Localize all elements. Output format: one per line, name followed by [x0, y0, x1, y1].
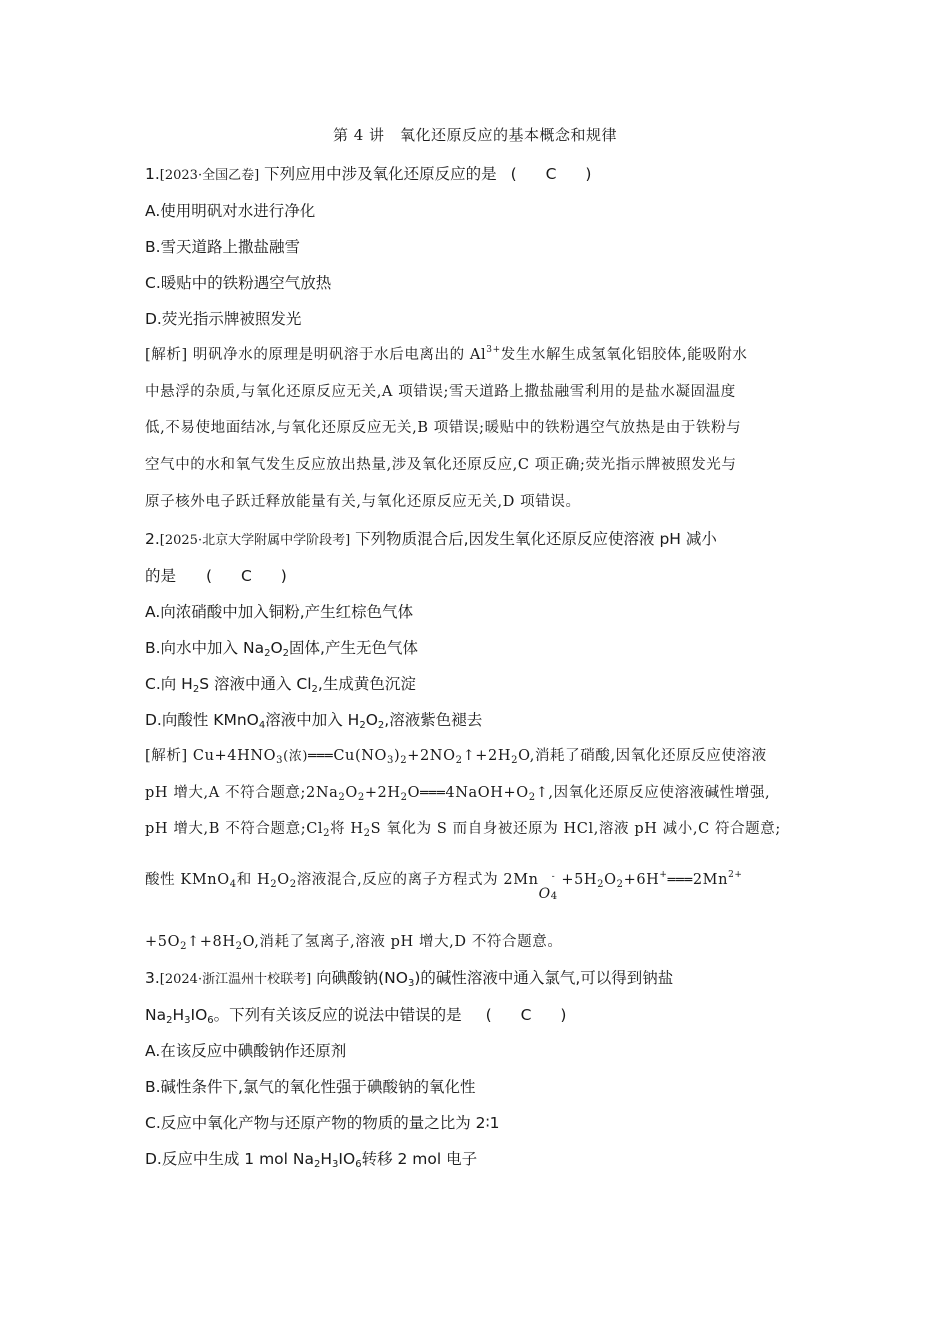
q2-source: [2025·北京大学附属中学阶段考]: [159, 533, 351, 548]
q2-option-c: C.向 $H_2S$ 溶液中通入 $Cl_2$,生成黄色沉淀: [145, 675, 416, 695]
q2-explanation-line-1: [解析] $Cu+4HNO_3$(浓)$═══Cu(NO_3)_2+2NO_2↑+2H_2O$,消耗了硝酸,因氧化还原反应使溶液: [145, 748, 767, 766]
q2-option-d: D.向酸性 KMnO$_4$溶液中加入 $H_2O_2$,溶液紫色褪去: [145, 711, 483, 731]
q1-explanation-line-4: 空气中的水和氧气发生反应放出热量,涉及氧化还原反应,C 项正确;荧光指示牌被照发光与: [145, 457, 737, 473]
q2-answer: ( C ): [206, 567, 299, 585]
q1-answer: ( C ): [510, 165, 604, 183]
q3-option-d: D.反应中生成 1 mol $Na_2H_3IO_6$转移 2 mol 电子: [145, 1150, 478, 1170]
q1-option-d: D.荧光指示牌被照发光: [145, 310, 302, 328]
q2-explanation-line-4: 酸性 KMnO$_4$和 $H_2O_2$溶液混合,反应的离子方程式为 $2MnO_4^- +5H_2O_2+6H^+═══2Mn^{2+}$: [145, 870, 743, 902]
q1-explanation-line-2: 中悬浮的杂质,与氧化还原反应无关,A 项错误;雪天道路上撒盐融雪利用的是盐水凝固温度: [145, 384, 736, 400]
q1-option-c: C.暖贴中的铁粉遇空气放热: [145, 274, 332, 292]
q3-answer: ( C ): [485, 1006, 579, 1024]
q2-explanation-line-2: pH 增大,A 不符合题意$;2Na_2O_2+2H_2O═══4NaOH+O_2↑$,因氧化还原反应使溶液碱性增强,: [145, 785, 771, 803]
q3-option-b: B.碱性条件下,氯气的氧化性强于碘酸钠的氧化性: [145, 1078, 476, 1096]
page-title: 第 4 讲 氧化还原反应的基本概念和规律: [332, 126, 618, 144]
q2-stem-line-2: 的是 ( C ): [145, 567, 299, 585]
q3-option-a: A.在该反应中碘酸钠作还原剂: [145, 1042, 347, 1060]
q2-explanation-line-3: pH 增大,B 不符合题意$;Cl_2$将 $H_2S$ 氧化为 S 而自身被还原为 HCl,溶液 pH 减小,C 符合题意;: [145, 821, 781, 839]
permanganate-ion-o: O: [538, 886, 551, 902]
q1-explanation-line-1: [解析] 明矾净水的原理是明矾溶于水后电离出的 $Al^{3+}$发生水解生成氢氧化铝胶体,能吸附水: [145, 345, 748, 363]
q3-stem-line-2: $Na_2H_3IO_6$。下列有关该反应的说法中错误的是 ( C ): [145, 1006, 579, 1026]
q2-option-a: A.向浓硝酸中加入铜粉,产生红棕色气体: [145, 603, 414, 621]
q3-option-c: C.反应中氧化产物与还原产物的物质的量之比为 2∶1: [145, 1114, 500, 1132]
q3-stem-line-1: 3.[2024·浙江温州十校联考] 向碘酸钠$(NO_3)$的碱性溶液中通入氯气,可以得到钠盐: [145, 969, 674, 989]
q3-source: [2024·浙江温州十校联考]: [159, 972, 312, 987]
q2-explanation-line-5: $+5O_2↑+8H_2O$,消耗了氢离子,溶液 pH 增大,D 不符合题意。: [145, 934, 563, 952]
q1-option-b: B.雪天道路上撒盐融雪: [145, 238, 301, 256]
q1-stem: 1.[2023·全国乙卷] 下列应用中涉及氧化还原反应的是 ( C ): [145, 165, 604, 183]
explanation-label: [解析]: [145, 748, 188, 764]
q1-explanation-line-5: 原子核外电子跃迁释放能量有关,与氧化还原反应无关,D 项错误。: [145, 494, 581, 510]
q1-source: [2023·全国乙卷]: [159, 168, 260, 183]
q2-stem-line-1: 2.[2025·北京大学附属中学阶段考] 下列物质混合后,因发生氧化还原反应使溶液 pH 减小: [145, 530, 717, 548]
q1-explanation-line-3: 低,不易使地面结冰,与氧化还原反应无关,B 项错误;暖贴中的铁粉遇空气放热是由于铁粉与: [145, 420, 742, 436]
q2-option-b: B.向水中加入 $Na_2O_2$固体,产生无色气体: [145, 639, 418, 659]
explanation-label: [解析]: [145, 347, 188, 363]
q1-option-a: A.使用明矾对水进行净化: [145, 202, 316, 220]
